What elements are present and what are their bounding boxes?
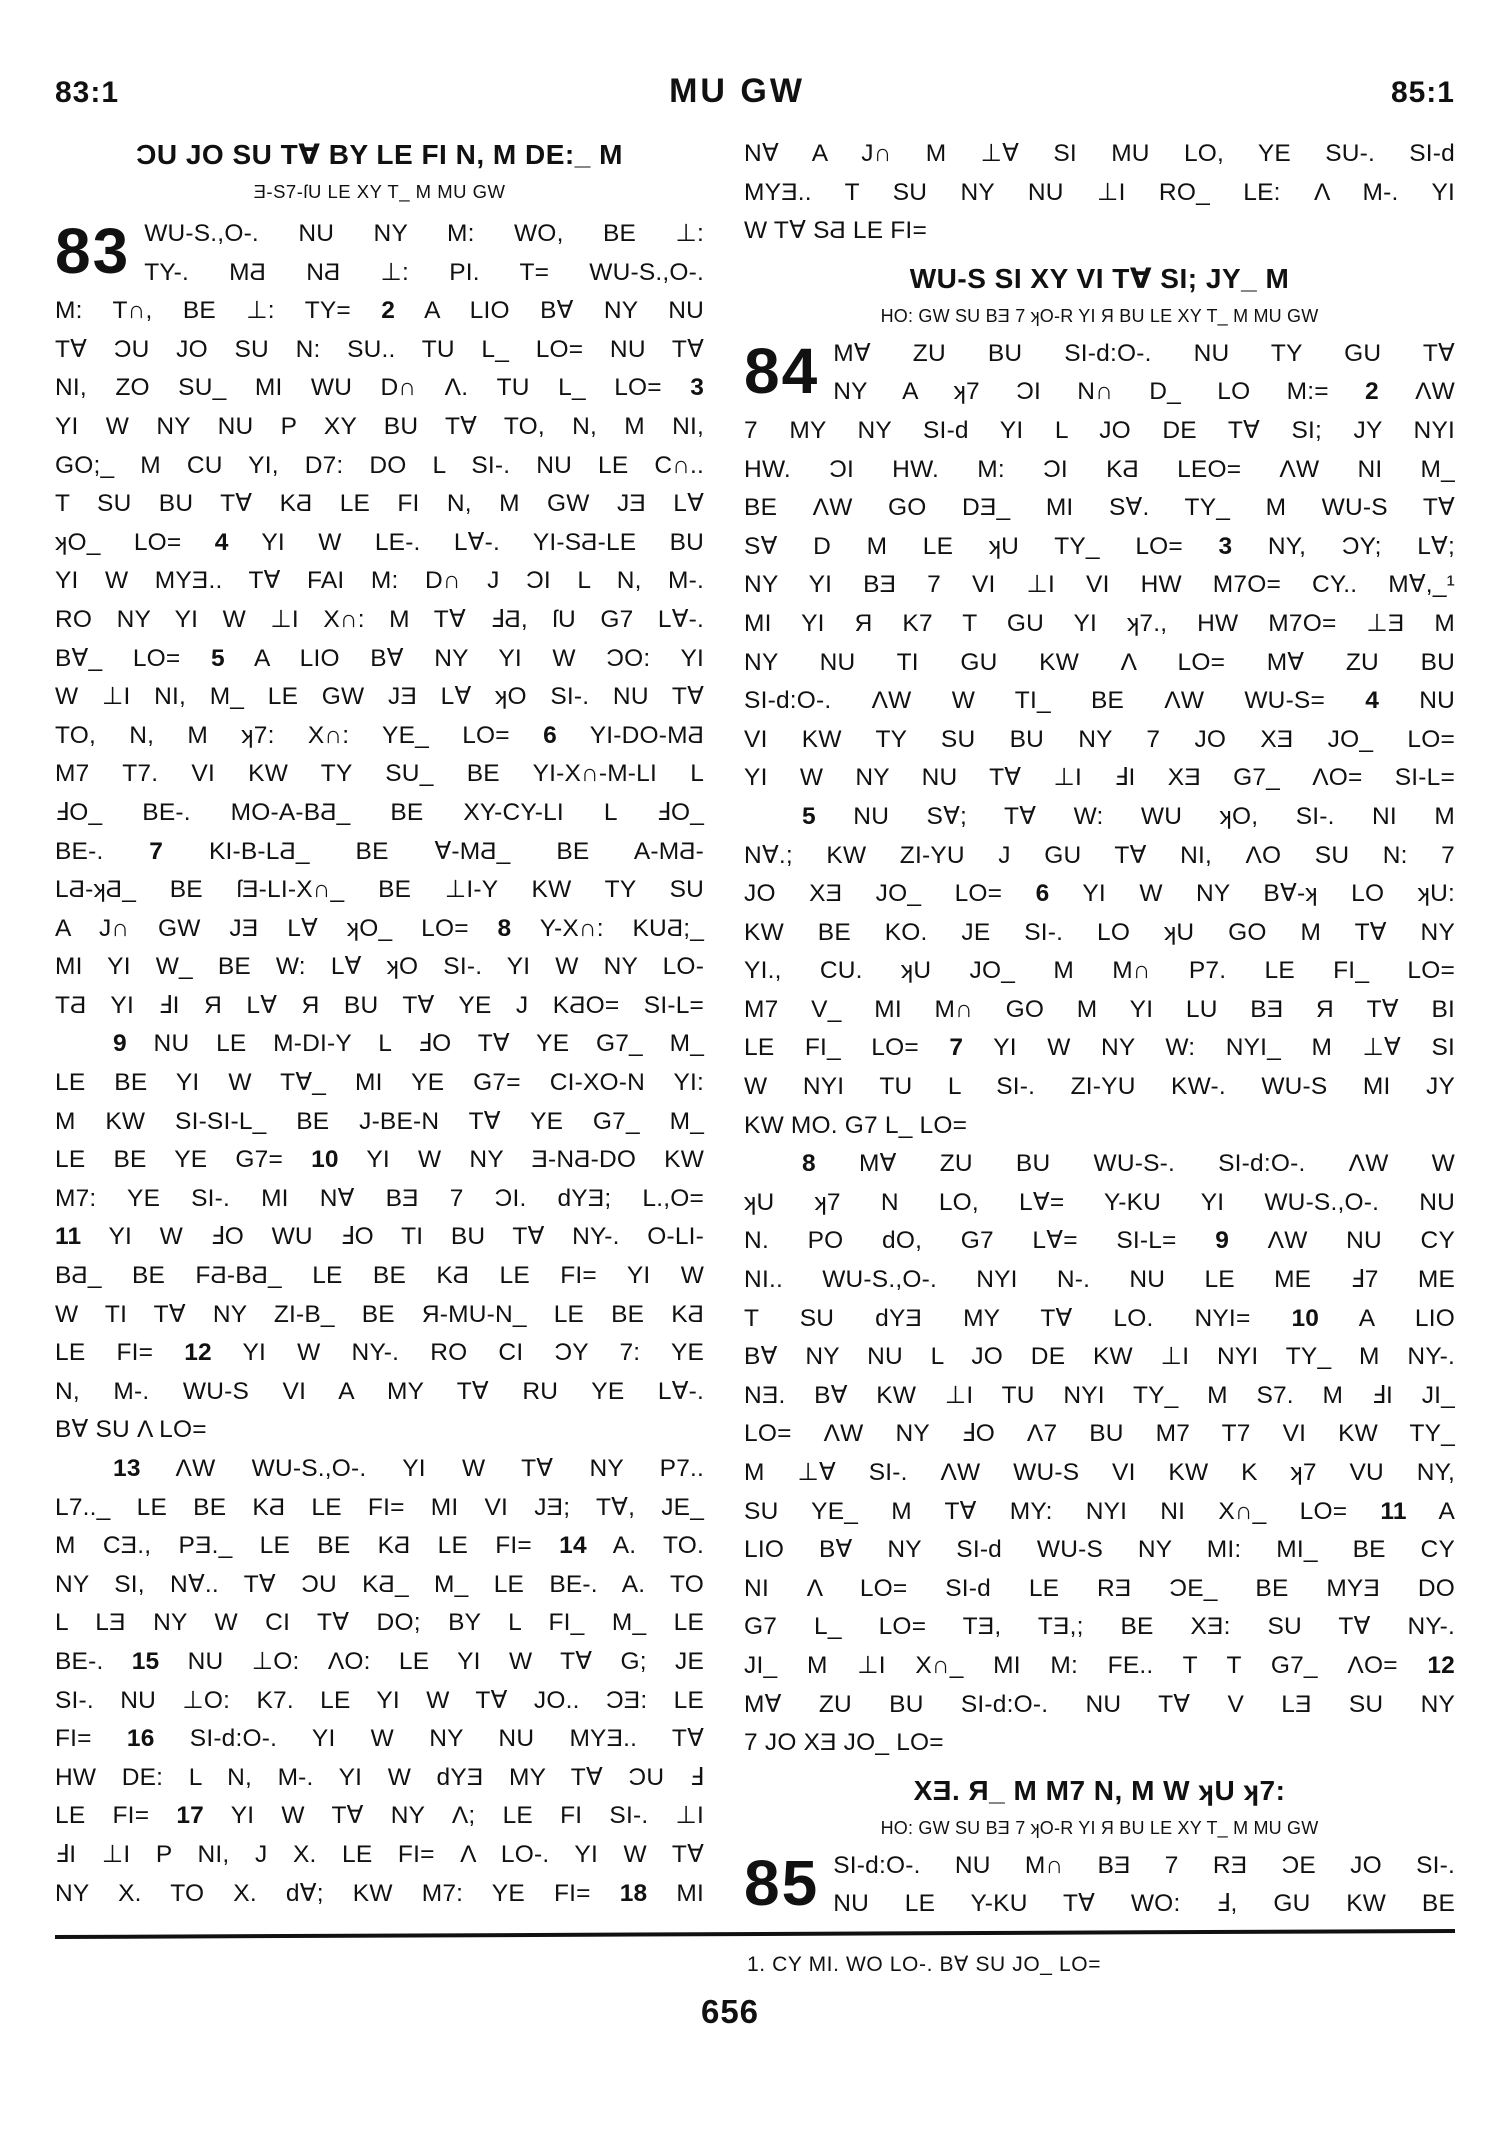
text-line: NY YI BƎ 7 VI ⊥I VI HW M7O= CY.. M∀,_¹ — [744, 571, 1455, 599]
section-subheading: HO: GW SU BƎ 7 ʞO-R YI Я BU LE XY T_ M MU GW — [880, 305, 1319, 326]
text-line: NY SI, N∀.. T∀ ƆU KƋ_ M_ LE BE-. A. TO — [55, 1570, 705, 1598]
text-line: A J∩ GW JƎ L∀ ʞO_ LO= 8 Y-X∩: KUƋ;_ — [55, 914, 705, 942]
verse-number: 9 — [113, 1030, 127, 1058]
text-line: RO NY YI W ⊥I X∩: M T∀ ℲƋ, ſU G7 L∀-. — [55, 605, 705, 633]
text-line: N, M-. WU-S VI A MY T∀ RU YE L∀-. — [55, 1377, 705, 1405]
text-line: G7 L_ LO= TƎ, TƎ,; BE XƎ: SU T∀ NY-. — [744, 1613, 1455, 1641]
text-line: GO;_ M CU YI, D7: DO L SI-. NU LE C∩.. — [55, 451, 705, 479]
text-line: SI-d:O-. NU M∩ BƎ 7 RƎ ƆE JO SI-. — [833, 1851, 1455, 1879]
text-line: LE FI= 17 YI W T∀ NY Λ; LE FI SI-. ⊥I — [55, 1802, 705, 1830]
verse-number: 12 — [184, 1339, 212, 1367]
text-line: KW BE KO. JE SI-. LO ʞU GO M T∀ NY — [744, 918, 1455, 946]
text-line: YI W NY NU T∀ ⊥I ℲI XƎ G7_ ΛO= SI-L= — [744, 764, 1455, 792]
text-line: L7.._ LE BE KƋ LE FI= MI VI JƎ; T∀, JE_ — [55, 1493, 705, 1521]
text-line: ℲI ⊥I P NI, J X. LE FI= Λ LO-. YI W T∀ — [55, 1840, 705, 1868]
text-line: LE FI= 12 YI W NY-. RO CI ƆY 7: YE — [55, 1339, 705, 1367]
text-line: 5 NU S∀; T∀ W: WU ʞO, SI-. NI M — [802, 802, 1455, 830]
text-line: NY NU TI GU KW Λ LO= M∀ ZU BU — [744, 648, 1455, 676]
book-title: MU GW — [669, 72, 805, 110]
text-line: VI KW TY SU BU NY 7 JO XƎ JO_ LO= — [744, 725, 1455, 753]
text-line: T SU BU T∀ KƋ LE FI N, M GW JƎ L∀ — [55, 490, 705, 518]
left-folio-reference: 83:1 — [55, 76, 120, 109]
verse-number: 4 — [214, 528, 229, 556]
text-line: YI., CU. ʞU JO_ M M∩ P7. LE FI_ LO= — [744, 957, 1455, 985]
text-line: B∀ SU Λ LO= — [55, 1416, 207, 1444]
left-column — [55, 135, 704, 1924]
text-line: JI_ M ⊥I X∩_ MI M: FE.. T T G7_ ΛO= 12 — [744, 1651, 1455, 1679]
section-heading: XƎ. Я_ M M7 N, M W ʞU ʞ7: — [913, 1774, 1286, 1806]
text-line: NƎ. B∀ KW ⊥I TU NYI TY_ M S7. M ℲI JI_ — [744, 1381, 1455, 1409]
text-line: 8 M∀ ZU BU WU-S-. SI-d:O-. ΛW W — [802, 1150, 1455, 1178]
verse-number: 9 — [1215, 1227, 1230, 1255]
verse-number: 11 — [55, 1223, 82, 1251]
chapter-number: 85 — [744, 1846, 820, 1919]
verse-number: 15 — [131, 1647, 160, 1675]
verse-number: 5 — [802, 802, 816, 830]
text-line: LE FI_ LO= 7 YI W NY W: NYI_ M ⊥∀ SI — [744, 1034, 1456, 1062]
text-line: B∀ NY NU L JO DE KW ⊥I NYI TY_ M NY-. — [744, 1343, 1455, 1371]
footnote-divider — [55, 1929, 1455, 1939]
text-line: NU LE Y-KU T∀ WO: Ⅎ, GU KW BE — [833, 1890, 1455, 1918]
text-line: NY A ʞ7 ƆI N∩ D_ LO M:= 2 ΛW — [833, 378, 1456, 406]
text-line: ℲO_ BE-. MO-A-BƋ_ BE XY-CY-LI L ℲO_ — [55, 798, 705, 826]
verse-number: 8 — [802, 1150, 816, 1178]
right-folio-reference: 85:1 — [1390, 76, 1455, 109]
verse-number: 10 — [1291, 1304, 1320, 1332]
page-number: 656 — [700, 1992, 760, 2030]
psalm-title: ƆU JO SU T∀ BY LE FI N, M DE:_ M — [136, 139, 623, 170]
text-line: N. PO dO, G7 L∀= SI-L= 9 ΛW NU CY — [744, 1227, 1455, 1255]
text-line: NY X. TO X. d∀; KW M7: YE FI= 18 MI — [55, 1879, 705, 1907]
text-line: FI= 16 SI-d:O-. YI W NY NU MYƎ.. T∀ — [55, 1725, 705, 1753]
text-line: TY-. MƋ NƋ ⊥: PI. T= WU-S.,O-. — [144, 258, 705, 286]
text-line: W NYI TU L SI-. ZI-YU KW-. WU-S MI JY — [744, 1073, 1455, 1101]
text-line: NI Λ LO= SI-d LE RƎ ƆE_ BE MYƎ DO — [744, 1574, 1455, 1602]
text-line: M7 V_ MI M∩ GO M YI LU BƎ Я T∀ BI — [744, 995, 1455, 1023]
text-line: T SU dYƎ MY T∀ LO. NYI= 10 A LIO — [744, 1304, 1455, 1332]
text-line: M ⊥∀ SI-. ΛW WU-S VI KW K ʞ7 VU NY, — [744, 1459, 1455, 1486]
text-line: SU YE_ M T∀ MY: NYI NI X∩_ LO= 11 A — [744, 1497, 1455, 1525]
text-line: M: T∩, BE ⊥: TY= 2 A LIO B∀ NY NU — [55, 297, 705, 325]
text-line: M7 T7. VI KW TY SU_ BE YI-X∩-M-LI L — [55, 760, 705, 788]
section-heading: WU-S SI XY VI T∀ SI; JY_ M — [909, 262, 1290, 294]
verse-number: 7 — [149, 837, 164, 865]
text-line: 11 YI W ℲO WU ℲO TI BU T∀ NY-. O-LI- — [55, 1223, 705, 1251]
text-line: 9 NU LE M-DI-Y L ℲO T∀ YE G7_ M_ — [113, 1030, 705, 1058]
text-line: L LƎ NY W CI T∀ DO; BY L FI_ M_ LE — [55, 1609, 705, 1637]
verse-number: 14 — [559, 1532, 587, 1560]
verse-number: 3 — [1218, 532, 1233, 560]
text-line: ʞU ʞ7 N LO, L∀= Y-KU YI WU-S.,O-. NU — [744, 1188, 1455, 1216]
text-line: NI, ZO SU_ MI WU D∩ Λ. TU L_ LO= 3 — [55, 374, 705, 402]
verse-number: 16 — [126, 1725, 155, 1753]
footnote: 1. CY MI. WO LO-. B∀ SU JO_ LO= — [747, 1952, 1102, 1976]
text-line: SI-. NU ⊥O: K7. LE YI W T∀ JO.. ƆƎ: LE — [55, 1686, 705, 1714]
text-line: HW DE: L N, M-. YI W dYƎ MY T∀ ƆU Ⅎ — [55, 1763, 705, 1791]
text-line: ʞO_ LO= 4 YI W LE-. L∀-. YI-SƋ-LE BU — [55, 528, 705, 556]
verse-number: 2 — [381, 297, 396, 325]
text-line: LIO B∀ NY SI-d WU-S NY MI: MI_ BE CY — [744, 1536, 1455, 1564]
text-line: N∀ A J∩ M ⊥∀ SI MU LO, YE SU-. SI-d — [744, 140, 1455, 167]
text-line: TO, N, M ʞ7: X∩: YE_ LO= 6 YI-DO-MƋ — [55, 721, 705, 749]
text-line: M7: YE SI-. MI N∀ BƎ 7 ƆI. dYƎ; L.,O= — [55, 1184, 705, 1212]
text-line: BE-. 15 NU ⊥O: ΛO: LE YI W T∀ G; JE — [55, 1647, 705, 1675]
text-line: NI.. WU-S.,O-. NYI N-. NU LE ME Ⅎ7 ME — [744, 1266, 1455, 1294]
text-line: MYƎ.. T SU NY NU ⊥I RO_ LE: Λ M-. YI — [744, 178, 1455, 206]
verse-number: 17 — [176, 1802, 205, 1830]
text-line: S∀ D M LE ʞU TY_ LO= 3 NY, ƆY; L∀; — [744, 532, 1455, 560]
text-line: W ⊥I NI, M_ LE GW JƎ L∀ ʞO SI-. NU T∀ — [55, 683, 705, 711]
text-line: YI W MYƎ.. T∀ FAI M: D∩ J ƆI L N, M-. — [55, 567, 705, 595]
chapter-number: 83 — [55, 215, 131, 287]
text-line: LO= ΛW NY ℲO Λ7 BU M7 T7 VI KW TY_ — [744, 1420, 1455, 1448]
text-line: W T∀ SƋ LE FI= — [744, 217, 927, 245]
verse-number: 12 — [1427, 1651, 1455, 1679]
text-line: KW MO. G7 L_ LO= — [744, 1111, 968, 1139]
verse-number: 10 — [311, 1146, 339, 1174]
text-line: WU-S.,O-. NU NY M: WO, BE ⊥: — [144, 220, 705, 247]
text-line: SI-d:O-. ΛW W TI_ BE ΛW WU-S= 4 NU — [744, 687, 1456, 715]
text-line: M CƎ., PƎ._ LE BE KƋ LE FI= 14 A. TO. — [55, 1532, 705, 1560]
text-line: BE-. 7 KI-B-LƋ_ BE ∀-MƋ_ BE A-MƋ- — [55, 837, 705, 865]
verse-number: 6 — [1035, 880, 1050, 908]
verse-number: 13 — [113, 1455, 141, 1482]
text-line: TƋ YI ℲI Я L∀ Я BU T∀ YE J KƋO= SI-L= — [55, 991, 705, 1019]
text-line: HW. ƆI HW. M: ƆI KƋ LEO= ΛW NI M_ — [744, 455, 1455, 483]
chapter-number: 84 — [744, 334, 820, 407]
text-line: M∀ ZU BU SI-d:O-. NU T∀ V LƎ SU NY — [744, 1690, 1455, 1718]
section-subheading: HO: GW SU BƎ 7 ʞO-R YI Я BU LE XY T_ M MU GW — [880, 1817, 1319, 1838]
verse-number: 7 — [949, 1034, 964, 1062]
text-columns — [55, 135, 1455, 1924]
text-line: 13 ΛW WU-S.,O-. YI W T∀ NY P7.. — [113, 1455, 705, 1482]
verse-number: 18 — [619, 1879, 648, 1907]
right-column — [744, 135, 1455, 1924]
verse-number: 6 — [543, 721, 557, 749]
text-line: BƋ_ BE FƋ-BƋ_ LE BE KƋ LE FI= YI W — [55, 1262, 705, 1290]
text-line: LE BE YI W T∀_ MI YE G7= CI-XO-N YI: — [55, 1069, 705, 1097]
text-line: B∀_ LO= 5 A LIO B∀ NY YI W ƆO: YI — [55, 644, 705, 672]
text-line: LE BE YE G7= 10 YI W NY Ǝ-NƋ-DO KW — [55, 1146, 705, 1174]
text-line: W TI T∀ NY ZI-B_ BE Я-MU-N_ LE BE KƋ — [55, 1300, 705, 1328]
psalm-subtitle: Ǝ-S7-ſU LE XY T_ M MU GW — [253, 181, 506, 202]
text-line: N∀.; KW ZI-YU J GU T∀ NI, ΛO SU N: 7 — [744, 841, 1455, 869]
verse-number: 3 — [690, 374, 705, 402]
verse-number: 5 — [210, 644, 225, 672]
text-line: BE ΛW GO DƎ_ MI S∀. TY_ M WU-S T∀ — [744, 494, 1455, 522]
text-line: LƋ-ʞƋ_ BE ſƎ-LI-X∩_ BE ⊥I-Y KW TY SU — [55, 876, 705, 904]
text-line: M∀ ZU BU SI-d:O-. NU TY GU T∀ — [833, 339, 1455, 367]
running-header — [55, 72, 1455, 111]
text-line: JO XƎ JO_ LO= 6 YI W NY B∀-ʞ LO ʞU: — [744, 880, 1455, 908]
verse-number: 11 — [1380, 1497, 1407, 1525]
text-line: YI W NY NU P XY BU T∀ TO, N, M NI, — [55, 412, 705, 440]
text-line: T∀ ƆU JO SU N: SU.. TU L_ LO= NU T∀ — [55, 335, 705, 363]
text-line: 7 MY NY SI-d YI L JO DE T∀ SI; JY NYI — [744, 416, 1455, 444]
text-line: MI YI W_ BE W: L∀ ʞO SI-. YI W NY LO- — [55, 953, 705, 981]
verse-number: 8 — [497, 914, 512, 942]
text-line: MI YI Я K7 T GU YI ʞ7., HW M7O= ⊥Ǝ M — [744, 609, 1455, 637]
verse-number: 4 — [1365, 687, 1380, 715]
text-line: 7 JO XƎ JO_ LO= — [744, 1729, 944, 1757]
text-line: M KW SI-SI-L_ BE J-BE-N T∀ YE G7_ M_ — [55, 1107, 705, 1135]
verse-number: 2 — [1365, 378, 1379, 406]
